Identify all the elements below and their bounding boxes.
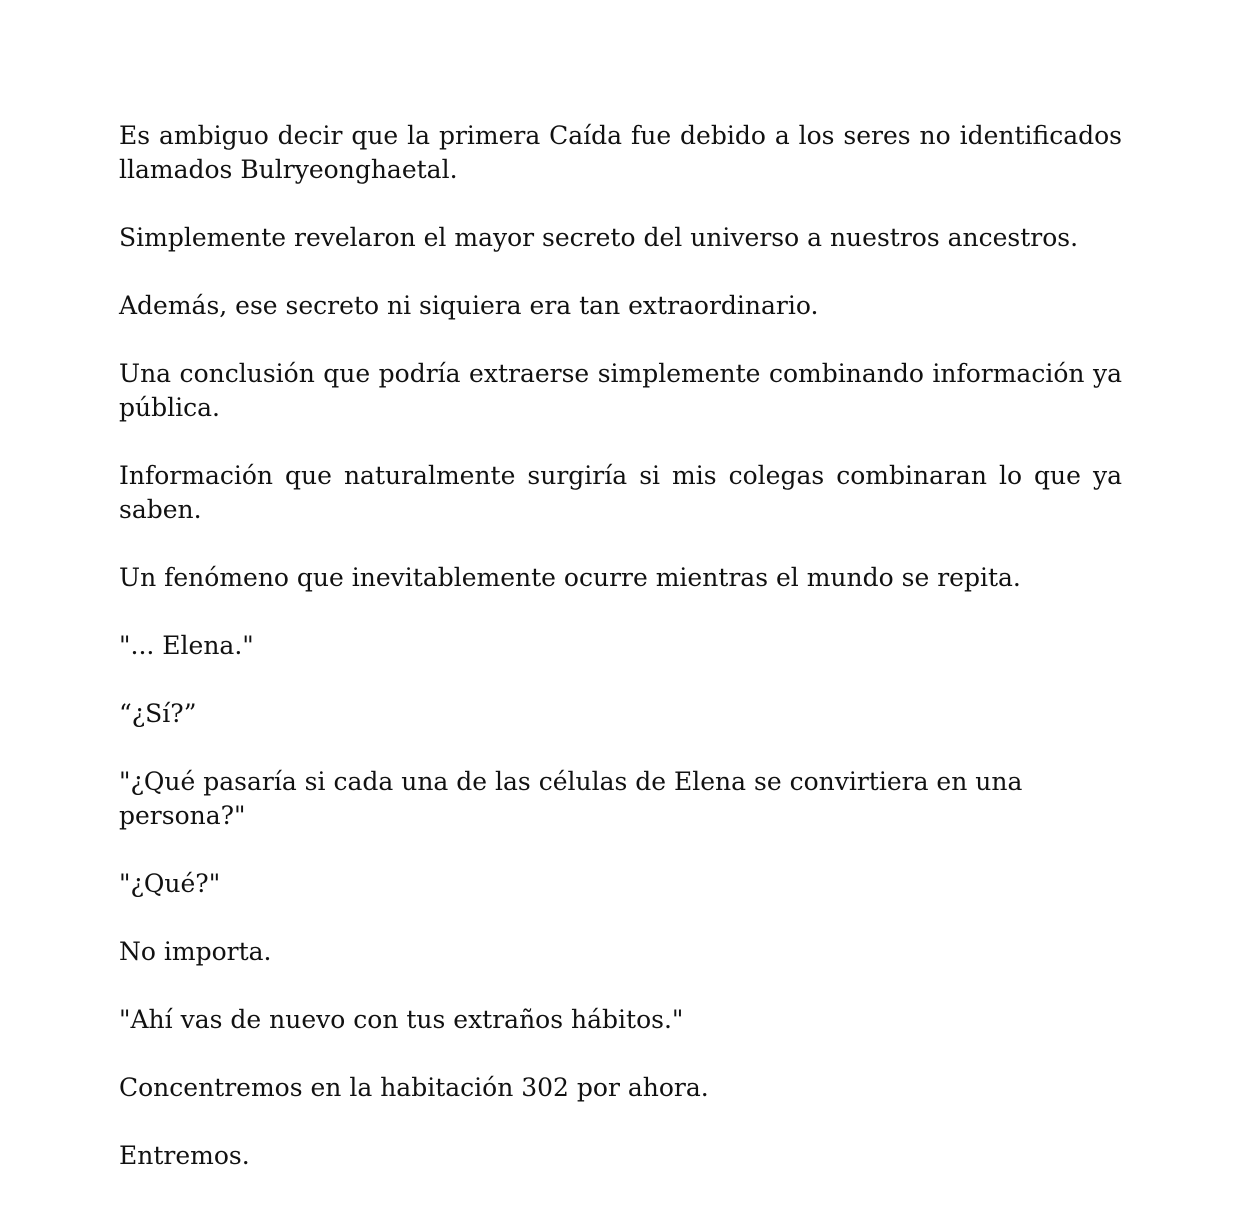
dialogue-line: "Ahí vas de nuevo con tus extraños hábitos." [119, 1005, 684, 1034]
dialogue-line: "¿Qué pasaría si cada una de las células de Elena se convirtiera en una persona?" [119, 767, 1023, 830]
paragraph: Es ambiguo decir que la primera Caída fue debido a los seres no identificados llamados Bulryeonghaetal. [119, 121, 1122, 184]
document-body [119, 119, 1122, 1207]
paragraph: Información que naturalmente surgiría si mis colegas combinaran lo que ya saben. [119, 461, 1122, 524]
paragraph: Un fenómeno que inevitablemente ocurre mientras el mundo se repita. [119, 563, 1021, 592]
paragraph: Entremos. [119, 1141, 250, 1170]
dialogue-line: "... Elena." [119, 631, 254, 660]
dialogue-line: “¿Sí?” [119, 699, 197, 728]
paragraph: Simplemente revelaron el mayor secreto del universo a nuestros ancestros. [119, 223, 1079, 252]
paragraph: Además, ese secreto ni siquiera era tan extraordinario. [119, 291, 819, 320]
paragraph: No importa. [119, 937, 272, 966]
paragraph: Una conclusión que podría extraerse simplemente combinando información ya pública. [119, 359, 1122, 422]
dialogue-line: "¿Qué?" [119, 869, 221, 898]
paragraph: Concentremos en la habitación 302 por ahora. [119, 1073, 709, 1102]
